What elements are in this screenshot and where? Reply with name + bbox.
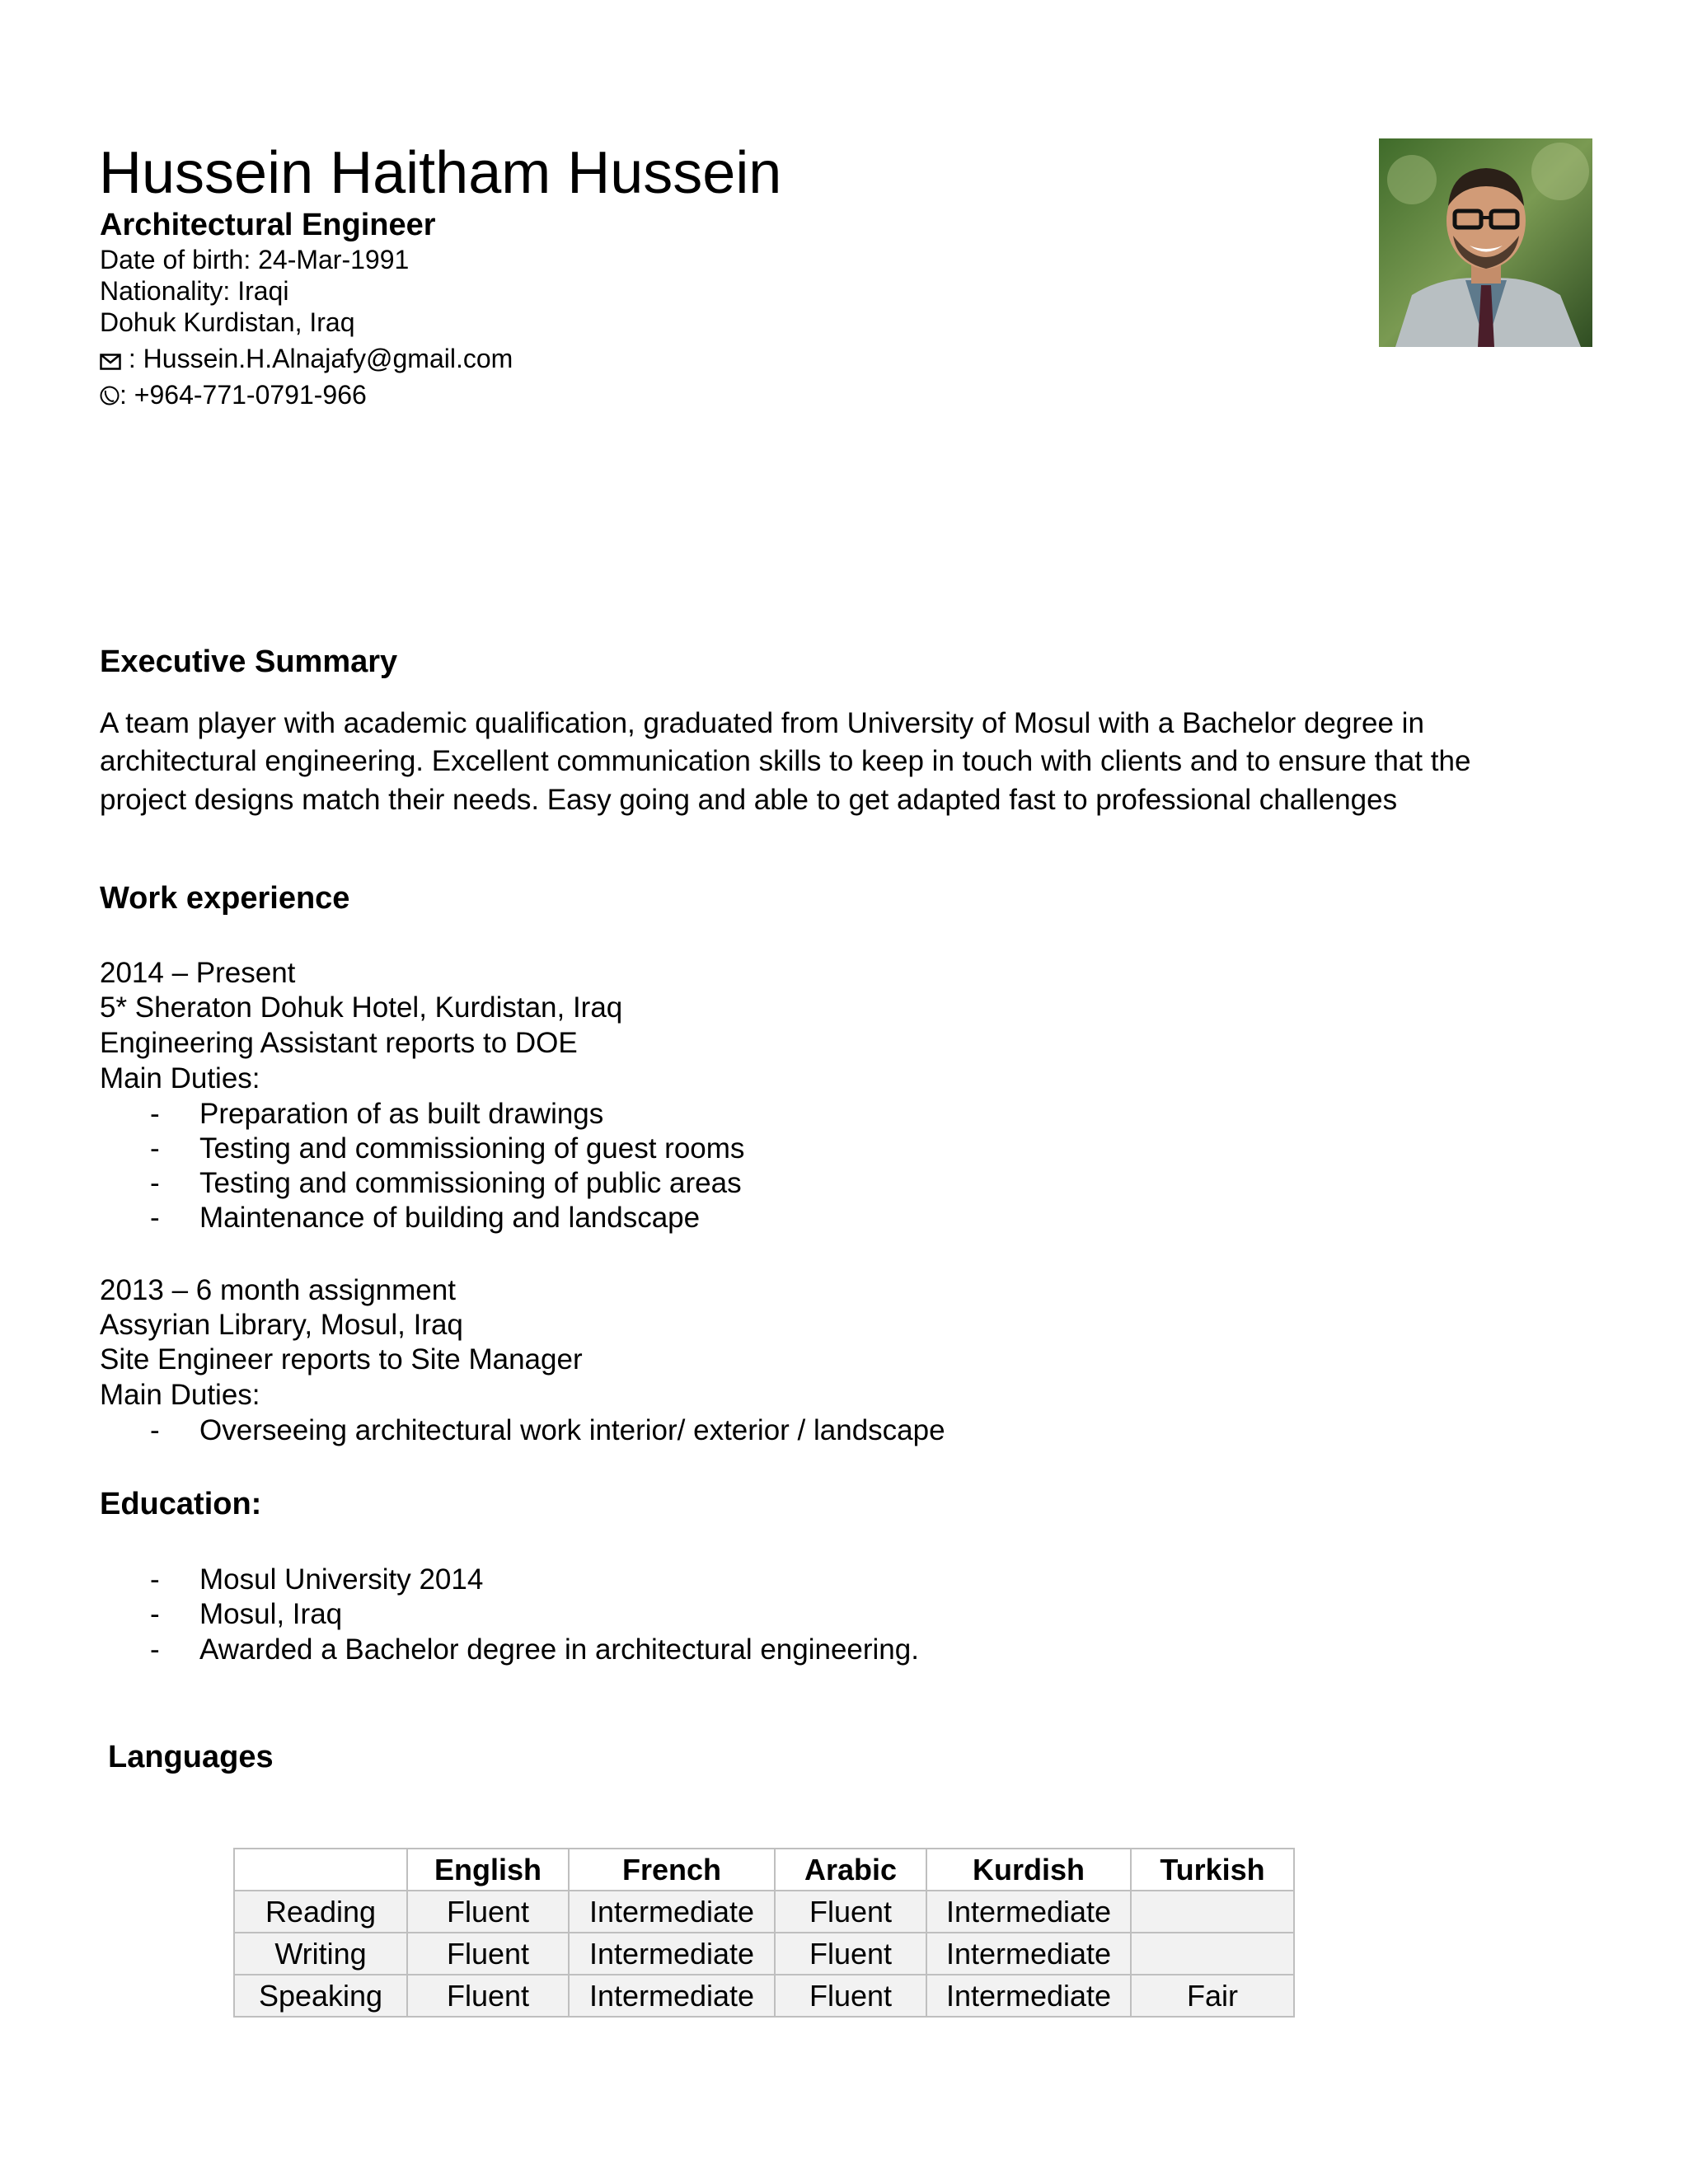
table-header-cell: Kurdish <box>926 1849 1131 1891</box>
bullet-dash: - <box>150 1132 160 1165</box>
location: Dohuk Kurdistan, Iraq <box>100 307 355 337</box>
email-line[interactable] <box>100 343 513 377</box>
job-1-duty-2: Testing and commissioning of guest rooms <box>199 1132 745 1165</box>
table-cell: Fluent <box>407 1975 569 2017</box>
job-1-duty-1: Preparation of as built drawings <box>199 1098 604 1130</box>
table-header-cell: Turkish <box>1131 1849 1294 1891</box>
job-1-duty-4: Maintenance of building and landscape <box>199 1202 701 1234</box>
summary-line-2: architectural engineering. Excellent communication skills to keep in touch with clients and to ensure that the <box>100 745 1471 777</box>
bullet-dash: - <box>150 1167 160 1199</box>
table-cell: Intermediate <box>926 1975 1131 2017</box>
table-cell: Fluent <box>775 1975 926 2017</box>
nationality: Nationality: Iraqi <box>100 276 289 306</box>
education-heading: Education: <box>100 1487 262 1521</box>
bullet-dash: - <box>150 1598 160 1630</box>
table-cell: Intermediate <box>569 1891 775 1933</box>
languages-table <box>233 1848 1295 2018</box>
table-cell: Intermediate <box>926 1891 1131 1933</box>
education-item-1: Mosul University 2014 <box>199 1563 484 1596</box>
table-cell: Fluent <box>775 1891 926 1933</box>
table-header-cell <box>234 1849 407 1891</box>
table-cell: Fluent <box>407 1891 569 1933</box>
phone-line[interactable] <box>100 379 367 413</box>
bullet-dash: - <box>150 1414 160 1446</box>
languages-heading: Languages <box>108 1740 274 1774</box>
job-2-company: Assyrian Library, Mosul, Iraq <box>100 1309 463 1341</box>
table-cell <box>1131 1891 1294 1933</box>
table-cell: Fluent <box>407 1933 569 1975</box>
table-header-cell: Arabic <box>775 1849 926 1891</box>
table-header-row <box>234 1849 1294 1891</box>
education-item-2: Mosul, Iraq <box>199 1598 343 1630</box>
bullet-dash: - <box>150 1633 160 1666</box>
date-of-birth: Date of birth: 24-Mar-1991 <box>100 245 410 274</box>
phone-icon <box>100 382 120 413</box>
job-title: Architectural Engineer <box>100 208 436 242</box>
table-header-cell: English <box>407 1849 569 1891</box>
table-cell <box>1131 1933 1294 1975</box>
envelope-icon <box>100 345 121 377</box>
table-cell: Fair <box>1131 1975 1294 2017</box>
table-cell: Speaking <box>234 1975 407 2017</box>
job-1-company: 5* Sheraton Dohuk Hotel, Kurdistan, Iraq <box>100 991 623 1024</box>
table-cell: Fluent <box>775 1933 926 1975</box>
table-cell: Writing <box>234 1933 407 1975</box>
summary-line-3: project designs match their needs. Easy going and able to get adapted fast to professional challenges <box>100 784 1398 816</box>
table-cell: Reading <box>234 1891 407 1933</box>
summary-heading: Executive Summary <box>100 644 398 679</box>
bullet-dash: - <box>150 1563 160 1596</box>
job-1-role: Engineering Assistant reports to DOE <box>100 1027 578 1059</box>
table-cell: Intermediate <box>926 1933 1131 1975</box>
job-1-period: 2014 – Present <box>100 957 296 989</box>
candidate-name: Hussein Haitham Hussein <box>99 140 782 206</box>
table-header-cell: French <box>569 1849 775 1891</box>
bullet-dash: - <box>150 1202 160 1234</box>
job-2-duties-label: Main Duties: <box>100 1379 260 1411</box>
job-1-duties-label: Main Duties: <box>100 1062 260 1094</box>
bullet-dash: - <box>150 1098 160 1130</box>
work-heading: Work experience <box>100 881 350 916</box>
education-item-3: Awarded a Bachelor degree in architectural engineering. <box>199 1633 919 1666</box>
job-1-duty-3: Testing and commissioning of public areas <box>199 1167 742 1199</box>
table-cell: Intermediate <box>569 1933 775 1975</box>
email-text[interactable]: : Hussein.H.Alnajafy@gmail.com <box>121 344 513 373</box>
job-2-role: Site Engineer reports to Site Manager <box>100 1343 583 1376</box>
profile-photo <box>1379 138 1592 347</box>
table-cell: Intermediate <box>569 1975 775 2017</box>
table-row <box>234 1891 1294 1933</box>
table-row <box>234 1975 1294 2017</box>
table-row <box>234 1933 1294 1975</box>
job-2-period: 2013 – 6 month assignment <box>100 1274 456 1306</box>
phone-text[interactable]: : +964-771-0791-966 <box>120 380 367 410</box>
summary-line-1: A team player with academic qualification, graduated from University of Mosul with a Bachelor degree in <box>100 707 1424 739</box>
job-2-duty-1: Overseeing architectural work interior/ exterior / landscape <box>199 1414 945 1446</box>
